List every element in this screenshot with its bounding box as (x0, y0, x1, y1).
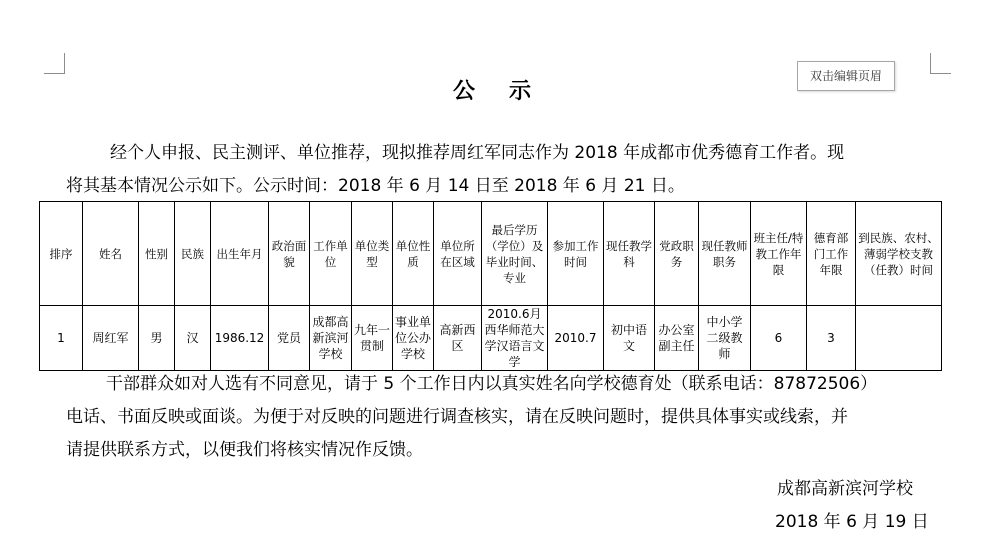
header-cell: 单位类型 (352, 202, 393, 306)
header-cell: 现任教学科 (604, 202, 655, 306)
table-cell: 成都高新滨河学校 (310, 306, 352, 371)
header-cell: 单位性质 (393, 202, 434, 306)
table-cell: 3 (807, 306, 856, 371)
header-cell: 最后学历（学位）及毕业时间、专业 (482, 202, 548, 306)
notice-line-3: 请提供联系方式，以便我们将核实情况作反馈。 (66, 440, 423, 460)
header-cell: 民族 (175, 202, 211, 306)
table-cell: 1986.12 (211, 306, 269, 371)
crop-mark-top-left (44, 53, 65, 74)
table-header-row (40, 202, 942, 306)
table-cell: 2010.6月西华师范大学汉语言文学 (482, 306, 548, 371)
table-cell: 高新西区 (434, 306, 482, 371)
page-title: 公示 (452, 79, 565, 104)
table-cell: 办公室副主任 (655, 306, 699, 371)
candidate-table (39, 201, 942, 371)
notice-line-1: 干部群众如对人选有不同意见，请于 5 个工作日内以真实姓名向学校德育处（联系电话：87872506） (106, 374, 878, 394)
header-cell: 出生年月 (211, 202, 269, 306)
header-cell: 排序 (40, 202, 83, 306)
table-cell: 汉 (175, 306, 211, 371)
table-cell: 2010.7 (548, 306, 604, 371)
crop-mark-top-right (930, 53, 951, 74)
notice-line-2: 电话、书面反映或面谈。为便于对反映的问题进行调查核实，请在反映问题时，提供具体事实或线索，并 (66, 407, 848, 427)
table-cell: 周红军 (83, 306, 139, 371)
edit-header-button[interactable]: 双击编辑页眉 (797, 61, 895, 91)
table-cell: 初中语文 (604, 306, 655, 371)
header-cell: 政治面貌 (269, 202, 310, 306)
intro-line-2: 将其基本情况公示如下。公示时间：2018 年 6 月 14 日至 2018 年 6 月 21 日。 (66, 176, 685, 196)
table-cell: 事业单位公办学校 (393, 306, 434, 371)
table-cell: 男 (139, 306, 175, 371)
header-cell: 工作单位 (310, 202, 352, 306)
header-cell: 到民族、农村、薄弱学校支教（任教）时间 (856, 202, 942, 306)
intro-line-1: 经个人申报、民主测评、单位推荐，现拟推荐周红军同志作为 2018 年成都市优秀德育工作者。现 (110, 143, 845, 163)
table-cell: 党员 (269, 306, 310, 371)
table-cell: 1 (40, 306, 83, 371)
header-cell: 党政职务 (655, 202, 699, 306)
table-cell: 6 (751, 306, 807, 371)
header-cell: 姓名 (83, 202, 139, 306)
header-cell: 班主任/特教工作年限 (751, 202, 807, 306)
table-cell (856, 306, 942, 371)
header-cell: 现任教师职务 (699, 202, 751, 306)
table-cell: 九年一贯制 (352, 306, 393, 371)
signature-date: 2018 年 6 月 19 日 (775, 512, 929, 532)
header-cell: 性别 (139, 202, 175, 306)
table-cell: 中小学二级教师 (699, 306, 751, 371)
header-cell: 单位所在区域 (434, 202, 482, 306)
table-row (40, 306, 942, 371)
signature-org: 成都高新滨河学校 (777, 479, 913, 499)
header-cell: 德育部门工作年限 (807, 202, 856, 306)
header-cell: 参加工作时间 (548, 202, 604, 306)
